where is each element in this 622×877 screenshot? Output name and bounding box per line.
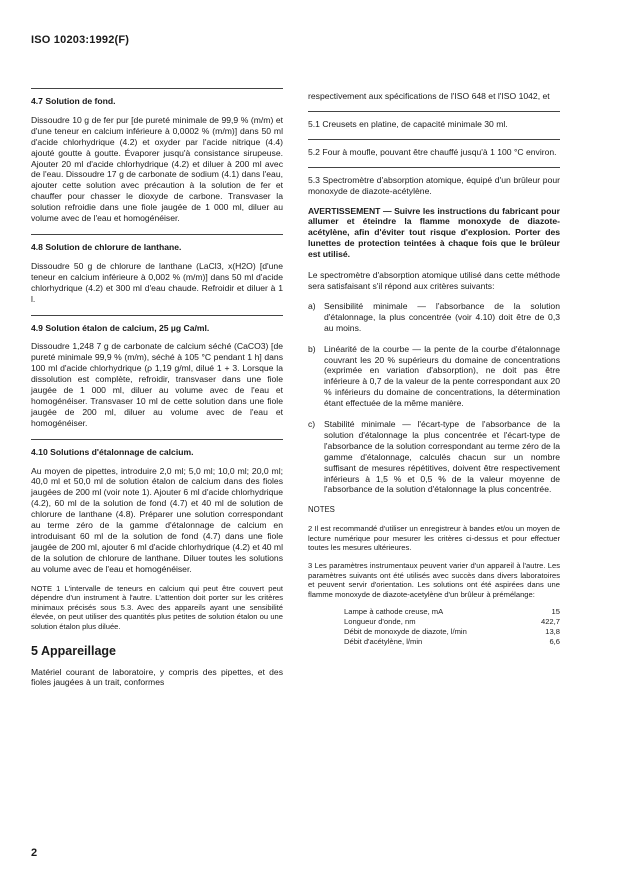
page-number: 2 <box>31 847 38 859</box>
list-item-text: Sensibilité minimale — l'absorbance de la solution d'étalonnage, la plus concentrée (voir 4.10) doit être de 0,3 au moins. <box>324 300 560 333</box>
list-item-label: b) <box>308 343 316 354</box>
section-text: Dissoudre 1,248 7 g de carbonate de calcium séché (CaCO3) [de pureté minimale 99,9 % (m/m), séché à 105 °C pendant 1 h] dans 100 ml d'acide chlorhydrique (ρ 1,19 g/ml, dilué 1 + 3. Lorsque la dissolution est complète, refroidir, transvaser dans une fiole jaugée de 1 000 ml, diluer au volume avec de l'eau et homogénéiser. Transvaser 10 ml de cette solution dans une fiole jaugée de 200 ml, diluer au volume avec de l'eau et homogénéiser. <box>31 341 283 428</box>
section-5-title: 5 Appareillage <box>31 643 116 658</box>
left-column <box>31 88 283 697</box>
parameter-value: 15 <box>551 607 560 617</box>
section-rule <box>31 315 283 316</box>
section-5-2: 5.2 Four à moufle, pouvant être chauffé jusqu'à 1 100 °C environ. <box>308 146 557 157</box>
note-1: NOTE 1 L'intervalle de teneurs en calcium qui peut être couvert peut dépendre d'un instrument à l'autre. L'attention doit porter sur les critères minimaux précisés sous 5.3. Avec des appareils ayant une sensibilité élevée, on peut utiliser des quantités plus petites de solution étalon ou une solution étalon plus diluée. <box>31 583 283 631</box>
document-id: ISO 10203:1992(F) <box>31 34 130 46</box>
parameter-name: Lampe à cathode creuse, mA <box>344 607 444 617</box>
section-4-7 <box>31 88 283 224</box>
section-title: 4.10 Solutions d'étalonnage de calcium. <box>31 446 194 457</box>
table-row <box>308 607 560 617</box>
note-2: 2 Il est recommandé d'utiliser un enregistreur à bandes et/ou un moyen de lecture numérique pour mesurer les critères ci-dessus et pour effectuer toutes les mesures ultérieures. <box>308 524 560 553</box>
warning-text: AVERTISSEMENT — Suivre les instructions du fabricant pour allumer et éteindre la flamme monoxyde de diazote-acétylène, afin d'éviter tout risque d'explosion. Porter des lunettes de protection teintées à chaque fois que le brûleur est utilisé. <box>308 205 560 260</box>
section-rule <box>31 439 283 440</box>
section-title: 4.7 Solution de fond. <box>31 96 116 106</box>
right-column <box>308 91 560 647</box>
list-item <box>308 344 560 409</box>
criteria-list <box>308 301 560 496</box>
section-text: Au moyen de pipettes, introduire 2,0 ml; 5,0 ml; 10,0 ml; 20,0 ml; 40,0 ml et 50,0 ml de solution étalon de calcium dans des fioles jaugées de 200 ml (voir note 1). Ajouter 6 ml d'acide chlorhydrique (4.2), 60 ml de la solution de fond (4.7) et 40 ml de solution de chlorure de lanthane (4.8). Préparer une solution correspondant au terme zéro de la gamme d'étalonnage de calcium en introduisant 60 ml de la solution de fond (4.7) dans une fiole jaugée de 200 ml, ajouter 6 ml d'acide chlorhydrique (4.2) et 40 ml de la solution de chlorure de lanthane. Diluer toutes les solutions au volume avec de l'eau et homogénéiser. <box>31 465 283 574</box>
parameter-value: 13,8 <box>545 627 560 637</box>
list-item-label: c) <box>308 419 316 430</box>
table-row <box>308 637 560 647</box>
criteria-intro: Le spectromètre d'absorption atomique utilisé dans cette méthode sera satisfaisant s'il répond aux critères suivants: <box>308 270 560 291</box>
section-4-10 <box>31 439 283 632</box>
parameter-name: Débit d'acétylène, l/min <box>344 636 423 646</box>
list-item-text: Stabilité minimale — l'écart-type de l'absorbance de la solution d'étalonnage la plus concentrée et l'écart-type de l'absorbance de la solution correspondant au terme zéro de la gamme d'étalonnage, calculés chacun sur un nombre suffisant de mesures répétitives, doivent être respectivement inférieurs à 1,5 % et 0,5 % de la valeur moyenne de l'absorbance de la solution d'étalonnage la plus concentrée. <box>324 419 560 495</box>
parameter-name: Longueur d'onde, nm <box>344 617 416 627</box>
section-rule <box>308 167 560 168</box>
notes-title: NOTES <box>308 505 335 515</box>
section-title: 4.8 Solution de chlorure de lanthane. <box>31 241 182 252</box>
section-rule <box>308 139 560 140</box>
parameter-name: Débit de monoxyde de diazote, l/min <box>344 627 467 637</box>
section-5-text: Matériel courant de laboratoire, y compris des pipettes, et des fioles jaugées à un trait, conformes <box>31 666 283 688</box>
parameter-value: 422,7 <box>540 617 560 627</box>
table-row <box>308 627 560 637</box>
table-row <box>308 617 560 627</box>
list-item <box>308 301 560 334</box>
parameters-table <box>308 607 560 646</box>
section-rule <box>31 88 283 89</box>
section-5-1: 5.1 Creusets en platine, de capacité minimale 30 ml. <box>308 118 508 129</box>
note-3: 3 Les paramètres instrumentaux peuvent varier d'un appareil à l'autre. Les paramètres suivants ont été utilisés avec succès dans divers laboratoires et peuvent servir d'orientation. Les solutions ont été aspirées dans une flamme monoxyde de diazote-acetylène d'un brûleur à prémélange: <box>308 561 560 599</box>
section-rule <box>31 234 283 235</box>
section-5-3: 5.3 Spectromètre d'absorption atomique, équipé d'un brûleur pour monoxyde de diazote-acétylène. <box>308 174 560 196</box>
list-item-text: Linéarité de la courbe — la pente de la courbe d'étalonnage couvrant les 20 % supérieurs du domaine de concentrations (exprimée en variation d'absorption), ne doit pas être inférieure à 0,7 de la valeur de la pente correspondant aux 20 % inférieurs du domaine de concentrations, la détermination étant effectuée de la même manière. <box>324 343 560 409</box>
list-item <box>308 419 560 495</box>
section-4-9 <box>31 315 283 429</box>
continuation-text: respectivement aux spécifications de l'ISO 648 et l'ISO 1042, et <box>308 91 550 101</box>
parameter-value: 6,6 <box>549 636 560 646</box>
list-item-label: a) <box>308 300 316 311</box>
section-text: Dissoudre 50 g de chlorure de lanthane (LaCl3, x(H2O) [d'une teneur en calcium inférieure à 0,002 % (m/m)] dans 50 ml d'acide chlorhydrique (4.2) et 300 ml d'eau chaude. Refroidir et diluer à 1 l. <box>31 260 283 304</box>
section-rule <box>308 111 560 112</box>
section-text: Dissoudre 10 g de fer pur [de pureté minimale de 99,9 % (m/m) et d'une teneur en calcium inférieure à 0,0002 % (m/m)] dans 50 ml d'acide chlorhydrique (4.2) et oxyder par l'acide nitrique (4.4) ajouté goutte à goutte. Évaporer jusqu'à consistance sirupeuse. Ajouter 20 ml d'acide chlorhydrique (4.2) et diluer à 200 ml avec de l'eau. Dissoudre 17 g de carbonate de sodium (4.1) dans l'eau, ajouter cette solution avec précaution à la solution de fer et chauffer pour chasser le dioxyde de carbone. Transvaser la solution refroidie dans une fiole jaugée de 1 000 ml, diluer au volume avec de l'eau et homogénéiser. <box>31 114 283 224</box>
section-4-8 <box>31 234 283 305</box>
section-title: 4.9 Solution étalon de calcium, 25 µg Ca/ml. <box>31 322 210 333</box>
